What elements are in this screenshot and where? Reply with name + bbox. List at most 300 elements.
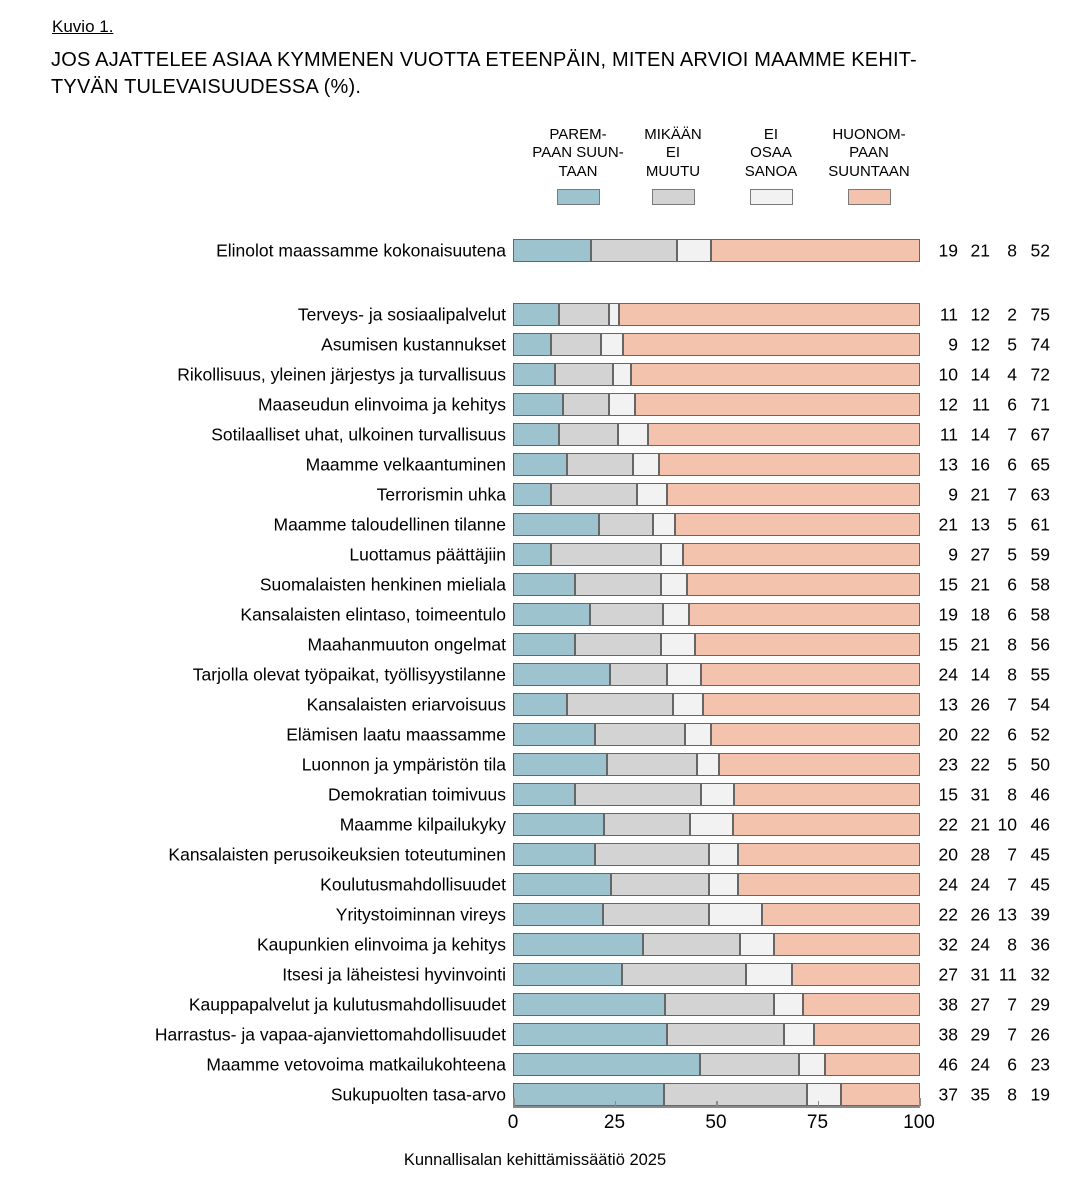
row-value: 58 bbox=[1030, 604, 1050, 625]
x-axis-tick bbox=[513, 1098, 515, 1106]
table-row bbox=[0, 660, 1070, 690]
row-value: 52 bbox=[1030, 240, 1050, 261]
row-label: Kansalaisten perusoikeuksien toteutuminen bbox=[168, 844, 506, 865]
row-value: 24 bbox=[938, 874, 958, 895]
row-values bbox=[932, 305, 1050, 326]
legend-label-line: SANOA bbox=[744, 162, 798, 180]
legend-swatch bbox=[557, 189, 600, 205]
row-label: Maamme kilpailukyky bbox=[339, 814, 506, 835]
row-value: 29 bbox=[970, 1024, 990, 1045]
row-value: 29 bbox=[1030, 994, 1050, 1015]
legend-label-line: OSAA bbox=[750, 144, 792, 162]
row-value: 26 bbox=[970, 904, 990, 925]
bar-segment bbox=[513, 573, 575, 596]
row-value: 15 bbox=[938, 634, 958, 655]
row-value: 22 bbox=[938, 814, 958, 835]
table-row bbox=[0, 570, 1070, 600]
row-value: 6 bbox=[1007, 574, 1017, 595]
bar-segment bbox=[784, 1023, 814, 1046]
legend-label-line: EI bbox=[763, 126, 779, 143]
legend-label-line: PAAN bbox=[849, 144, 889, 162]
stacked-bar bbox=[513, 573, 920, 596]
stacked-bar bbox=[513, 933, 920, 956]
row-value: 7 bbox=[1007, 1024, 1017, 1045]
row-values bbox=[932, 365, 1050, 386]
row-label: Sukupuolten tasa-arvo bbox=[330, 1084, 506, 1105]
table-row bbox=[0, 840, 1070, 870]
row-values bbox=[932, 1025, 1050, 1046]
row-value: 24 bbox=[970, 934, 990, 955]
row-value: 21 bbox=[970, 634, 990, 655]
legend-label-line: MIKÄÄN bbox=[644, 126, 702, 143]
row-value: 8 bbox=[1007, 1084, 1017, 1105]
row-value: 65 bbox=[1030, 454, 1050, 475]
stacked-bar bbox=[513, 423, 920, 446]
row-value: 5 bbox=[1007, 754, 1017, 775]
row-value: 13 bbox=[938, 694, 958, 715]
stacked-bar bbox=[513, 783, 920, 806]
row-label: Terveys- ja sosiaalipalvelut bbox=[297, 304, 506, 325]
table-row bbox=[0, 540, 1070, 570]
bar-segment bbox=[563, 393, 609, 416]
bar-segment bbox=[709, 873, 739, 896]
row-value: 58 bbox=[1030, 574, 1050, 595]
bar-segment bbox=[551, 543, 661, 566]
row-value: 67 bbox=[1030, 424, 1050, 445]
bar-segment bbox=[774, 933, 920, 956]
bar-segment bbox=[513, 633, 575, 656]
legend-swatch bbox=[652, 189, 695, 205]
bar-segment bbox=[685, 723, 711, 746]
bar-segment bbox=[703, 693, 920, 716]
bar-segment bbox=[683, 543, 920, 566]
bar-segment bbox=[661, 573, 687, 596]
row-value: 21 bbox=[970, 484, 990, 505]
row-value: 24 bbox=[970, 1054, 990, 1075]
row-label: Koulutusmahdollisuudet bbox=[320, 874, 506, 895]
bar-segment bbox=[513, 393, 563, 416]
bar-segment bbox=[648, 423, 920, 446]
table-row bbox=[0, 720, 1070, 750]
stacked-bar bbox=[513, 993, 920, 1016]
stacked-bar bbox=[513, 753, 920, 776]
stacked-bar bbox=[513, 723, 920, 746]
bar-segment bbox=[664, 1083, 807, 1106]
legend-item bbox=[621, 126, 725, 205]
row-value: 8 bbox=[1007, 784, 1017, 805]
row-label: Maamme velkaantuminen bbox=[305, 454, 506, 475]
bar-segment bbox=[663, 603, 689, 626]
row-value: 7 bbox=[1007, 424, 1017, 445]
bar-segment bbox=[603, 903, 709, 926]
row-value: 59 bbox=[1030, 544, 1050, 565]
stacked-bar bbox=[513, 483, 920, 506]
row-value: 74 bbox=[1030, 334, 1050, 355]
row-value: 5 bbox=[1007, 514, 1017, 535]
row-value: 14 bbox=[970, 364, 990, 385]
table-row bbox=[0, 810, 1070, 840]
row-value: 6 bbox=[1007, 1054, 1017, 1075]
row-label: Tarjolla olevat työpaikat, työllisyystilanne bbox=[192, 664, 506, 685]
row-value: 7 bbox=[1007, 694, 1017, 715]
row-label: Maamme vetovoima matkailukohteena bbox=[206, 1054, 506, 1075]
bar-segment bbox=[695, 633, 920, 656]
row-label: Harrastus- ja vapaa-ajanviettomahdollisuudet bbox=[154, 1024, 506, 1045]
bar-segment bbox=[513, 1053, 700, 1076]
x-axis-tick bbox=[919, 1098, 921, 1106]
row-value: 31 bbox=[970, 964, 990, 985]
bar-segment bbox=[637, 483, 667, 506]
source-credit: Kunnallisalan kehittämissäätiö 2025 bbox=[403, 1151, 667, 1169]
row-value: 28 bbox=[970, 844, 990, 865]
row-value: 10 bbox=[997, 814, 1017, 835]
table-row bbox=[0, 870, 1070, 900]
bar-segment bbox=[792, 963, 920, 986]
row-label: Elämisen laatu maassamme bbox=[286, 724, 506, 745]
stacked-bar bbox=[513, 873, 920, 896]
bar-segment bbox=[613, 363, 631, 386]
row-value: 27 bbox=[938, 964, 958, 985]
bar-segment bbox=[513, 843, 595, 866]
row-value: 9 bbox=[948, 544, 958, 565]
legend-item-label bbox=[817, 126, 921, 181]
bar-segment bbox=[677, 239, 711, 262]
bar-segment bbox=[607, 753, 697, 776]
bar-segment bbox=[701, 663, 920, 686]
bar-segment bbox=[513, 693, 567, 716]
x-axis-tick-label: 25 bbox=[603, 1112, 626, 1133]
row-value: 61 bbox=[1030, 514, 1050, 535]
bar-segment bbox=[513, 903, 603, 926]
bar-segment bbox=[711, 723, 920, 746]
bar-segment bbox=[513, 239, 591, 262]
row-value: 45 bbox=[1030, 874, 1050, 895]
bar-segment bbox=[551, 333, 601, 356]
row-value: 6 bbox=[1007, 394, 1017, 415]
table-row bbox=[0, 750, 1070, 780]
legend-label-line: EI bbox=[665, 144, 681, 162]
legend-item bbox=[817, 126, 921, 205]
x-axis-line bbox=[513, 1106, 920, 1108]
bar-segment bbox=[513, 603, 590, 626]
row-value: 38 bbox=[938, 1024, 958, 1045]
bar-segment bbox=[513, 753, 607, 776]
stacked-bar bbox=[513, 963, 920, 986]
row-values bbox=[932, 995, 1050, 1016]
row-label: Suomalaisten henkinen mieliala bbox=[259, 574, 506, 595]
bar-segment bbox=[622, 963, 746, 986]
row-value: 24 bbox=[970, 874, 990, 895]
stacked-bar bbox=[513, 603, 920, 626]
row-value: 72 bbox=[1030, 364, 1050, 385]
row-value: 26 bbox=[970, 694, 990, 715]
row-value: 55 bbox=[1030, 664, 1050, 685]
row-values bbox=[932, 905, 1050, 926]
row-value: 23 bbox=[1030, 1054, 1050, 1075]
stacked-bar bbox=[513, 813, 920, 836]
bar-segment bbox=[803, 993, 920, 1016]
row-value: 21 bbox=[970, 240, 990, 261]
row-value: 2 bbox=[1007, 304, 1017, 325]
row-value: 8 bbox=[1007, 634, 1017, 655]
row-value: 11 bbox=[998, 964, 1017, 985]
row-values bbox=[932, 935, 1050, 956]
bar-segment bbox=[709, 903, 763, 926]
bar-segment bbox=[825, 1053, 920, 1076]
bar-segment bbox=[575, 633, 661, 656]
row-value: 21 bbox=[938, 514, 958, 535]
table-row bbox=[0, 990, 1070, 1020]
row-values bbox=[932, 665, 1050, 686]
row-value: 8 bbox=[1007, 240, 1017, 261]
chart-title-line2: TYVÄN TULEVAISUUDESSA (%). bbox=[51, 76, 362, 98]
bar-segment bbox=[734, 783, 920, 806]
stacked-bar bbox=[513, 843, 920, 866]
table-row bbox=[0, 780, 1070, 810]
bar-segment bbox=[513, 1083, 664, 1106]
row-value: 9 bbox=[948, 334, 958, 355]
row-value: 9 bbox=[948, 484, 958, 505]
row-value: 14 bbox=[970, 664, 990, 685]
legend-label-line: PAAN SUUN- bbox=[532, 144, 624, 162]
table-row bbox=[0, 600, 1070, 630]
row-value: 38 bbox=[938, 994, 958, 1015]
row-values bbox=[932, 335, 1050, 356]
table-row bbox=[0, 510, 1070, 540]
stacked-bar bbox=[513, 239, 920, 262]
legend-label-line: TAAN bbox=[558, 162, 598, 180]
bar-segment bbox=[513, 663, 610, 686]
row-value: 46 bbox=[1030, 784, 1050, 805]
stacked-bar bbox=[513, 543, 920, 566]
bar-segment bbox=[762, 903, 920, 926]
row-value: 11 bbox=[939, 304, 958, 325]
row-value: 7 bbox=[1007, 844, 1017, 865]
bar-segment bbox=[667, 1023, 785, 1046]
bar-segment bbox=[659, 453, 920, 476]
bar-segment bbox=[738, 843, 920, 866]
row-value: 19 bbox=[938, 604, 958, 625]
row-label: Itsesi ja läheistesi hyvinvointi bbox=[282, 964, 506, 985]
row-value: 7 bbox=[1007, 484, 1017, 505]
table-row bbox=[0, 900, 1070, 930]
row-value: 6 bbox=[1007, 454, 1017, 475]
legend-item-label bbox=[621, 126, 725, 181]
bar-segment bbox=[814, 1023, 920, 1046]
table-row bbox=[0, 690, 1070, 720]
row-values bbox=[932, 515, 1050, 536]
x-axis-tick bbox=[716, 1101, 718, 1106]
row-values bbox=[932, 785, 1050, 806]
legend-item bbox=[719, 126, 823, 205]
bar-segment bbox=[513, 723, 595, 746]
row-value: 63 bbox=[1030, 484, 1050, 505]
row-values bbox=[932, 425, 1050, 446]
row-value: 26 bbox=[1030, 1024, 1050, 1045]
row-value: 7 bbox=[1007, 874, 1017, 895]
row-value: 19 bbox=[938, 240, 958, 261]
row-label: Maaseudun elinvoima ja kehitys bbox=[257, 394, 506, 415]
row-values bbox=[932, 845, 1050, 866]
row-value: 5 bbox=[1007, 544, 1017, 565]
bar-segment bbox=[513, 993, 665, 1016]
row-value: 37 bbox=[938, 1084, 958, 1105]
row-value: 50 bbox=[1030, 754, 1050, 775]
stacked-bar bbox=[513, 903, 920, 926]
row-value: 32 bbox=[938, 934, 958, 955]
row-value: 6 bbox=[1007, 724, 1017, 745]
bar-segment bbox=[618, 423, 648, 446]
row-value: 46 bbox=[1030, 814, 1050, 835]
row-value: 39 bbox=[1030, 904, 1050, 925]
bar-segment bbox=[709, 843, 739, 866]
bar-segment bbox=[609, 393, 635, 416]
table-row bbox=[0, 960, 1070, 990]
bar-segment bbox=[599, 513, 653, 536]
bar-segment bbox=[513, 963, 622, 986]
row-value: 27 bbox=[970, 994, 990, 1015]
legend-label-line: HUONOM- bbox=[832, 126, 906, 143]
row-values bbox=[932, 965, 1050, 986]
row-value: 6 bbox=[1007, 604, 1017, 625]
row-values bbox=[932, 1085, 1050, 1106]
row-values bbox=[932, 605, 1050, 626]
legend-item-label bbox=[526, 126, 630, 181]
bar-segment bbox=[697, 753, 719, 776]
bar-segment bbox=[513, 933, 643, 956]
row-value: 75 bbox=[1030, 304, 1050, 325]
bar-segment bbox=[633, 453, 659, 476]
table-row bbox=[0, 1020, 1070, 1050]
row-value: 18 bbox=[970, 604, 990, 625]
stacked-bar bbox=[513, 513, 920, 536]
bar-segment bbox=[701, 783, 735, 806]
row-values bbox=[932, 1055, 1050, 1076]
bar-segment bbox=[575, 573, 661, 596]
bar-segment bbox=[619, 303, 920, 326]
bar-segment bbox=[700, 1053, 799, 1076]
row-value: 32 bbox=[1030, 964, 1050, 985]
bar-segment bbox=[746, 963, 791, 986]
row-label: Elinolot maassamme kokonaisuutena bbox=[216, 240, 506, 261]
bar-segment bbox=[559, 303, 609, 326]
row-value: 11 bbox=[971, 394, 990, 415]
table-row bbox=[0, 1050, 1070, 1080]
bar-segment bbox=[631, 363, 920, 386]
x-axis-tick bbox=[818, 1101, 820, 1106]
legend-item bbox=[526, 126, 630, 205]
bar-segment bbox=[513, 513, 599, 536]
row-values bbox=[932, 395, 1050, 416]
x-axis-tick-label: 50 bbox=[705, 1112, 727, 1133]
stacked-bar bbox=[513, 333, 920, 356]
legend-item-label bbox=[719, 126, 823, 181]
row-value: 12 bbox=[970, 334, 990, 355]
row-label: Kansalaisten eriarvoisuus bbox=[306, 694, 506, 715]
table-row bbox=[0, 236, 1070, 266]
table-row bbox=[0, 630, 1070, 660]
row-value: 23 bbox=[938, 754, 958, 775]
row-value: 22 bbox=[970, 754, 990, 775]
row-label: Maahanmuuton ongelmat bbox=[307, 634, 506, 655]
row-values bbox=[932, 725, 1050, 746]
row-values bbox=[932, 455, 1050, 476]
bar-segment bbox=[611, 873, 709, 896]
row-label: Kaupunkien elinvoima ja kehitys bbox=[256, 934, 506, 955]
row-label: Luottamus päättäjiin bbox=[349, 544, 506, 565]
row-value: 46 bbox=[938, 1054, 958, 1075]
row-value: 13 bbox=[938, 454, 958, 475]
bar-segment bbox=[609, 303, 619, 326]
row-value: 8 bbox=[1007, 664, 1017, 685]
chart-title-line1: JOS AJATTELEE ASIAA KYMMENEN VUOTTA ETEENPÄIN, MITEN ARVIOI MAAMME KEHIT- bbox=[51, 49, 917, 71]
row-value: 10 bbox=[938, 364, 958, 385]
row-label: Rikollisuus, yleinen järjestys ja turvallisuus bbox=[177, 364, 506, 385]
bar-segment bbox=[665, 993, 774, 1016]
row-values bbox=[932, 815, 1050, 836]
table-row bbox=[0, 930, 1070, 960]
row-values bbox=[932, 755, 1050, 776]
table-row bbox=[0, 450, 1070, 480]
stacked-bar bbox=[513, 663, 920, 686]
bar-segment bbox=[513, 453, 567, 476]
row-value: 24 bbox=[938, 664, 958, 685]
bar-segment bbox=[513, 483, 551, 506]
bar-segment bbox=[601, 333, 623, 356]
bar-segment bbox=[567, 453, 633, 476]
x-axis-tick bbox=[615, 1101, 617, 1106]
row-values bbox=[932, 241, 1050, 262]
bar-segment bbox=[667, 663, 701, 686]
bar-segment bbox=[513, 783, 575, 806]
row-values bbox=[932, 545, 1050, 566]
row-values bbox=[932, 485, 1050, 506]
row-value: 31 bbox=[970, 784, 990, 805]
table-row bbox=[0, 330, 1070, 360]
row-value: 56 bbox=[1030, 634, 1050, 655]
bar-segment bbox=[733, 813, 920, 836]
bar-segment bbox=[610, 663, 667, 686]
bar-segment bbox=[807, 1083, 841, 1106]
bar-segment bbox=[513, 423, 559, 446]
legend-label-line: PAREM- bbox=[549, 126, 607, 143]
bar-segment bbox=[799, 1053, 825, 1076]
bar-segment bbox=[667, 483, 920, 506]
bar-segment bbox=[595, 723, 685, 746]
row-value: 13 bbox=[997, 904, 1017, 925]
row-value: 21 bbox=[970, 814, 990, 835]
stacked-bar bbox=[513, 1023, 920, 1046]
bar-segment bbox=[513, 873, 611, 896]
bar-segment bbox=[687, 573, 920, 596]
bar-segment bbox=[643, 933, 741, 956]
bar-segment bbox=[740, 933, 774, 956]
bar-segment bbox=[635, 393, 920, 416]
bar-segment bbox=[661, 633, 695, 656]
bar-segment bbox=[675, 513, 920, 536]
bar-segment bbox=[738, 873, 920, 896]
row-label: Terrorismin uhka bbox=[376, 484, 506, 505]
stacked-bar bbox=[513, 303, 920, 326]
x-axis-tick-label: 0 bbox=[507, 1112, 519, 1133]
row-values bbox=[932, 635, 1050, 656]
stacked-bar bbox=[513, 453, 920, 476]
row-values bbox=[932, 575, 1050, 596]
row-label: Yritystoiminnan vireys bbox=[335, 904, 506, 925]
bar-segment bbox=[559, 423, 617, 446]
row-label: Sotilaalliset uhat, ulkoinen turvallisuus bbox=[211, 424, 506, 445]
legend-swatch bbox=[750, 189, 793, 205]
